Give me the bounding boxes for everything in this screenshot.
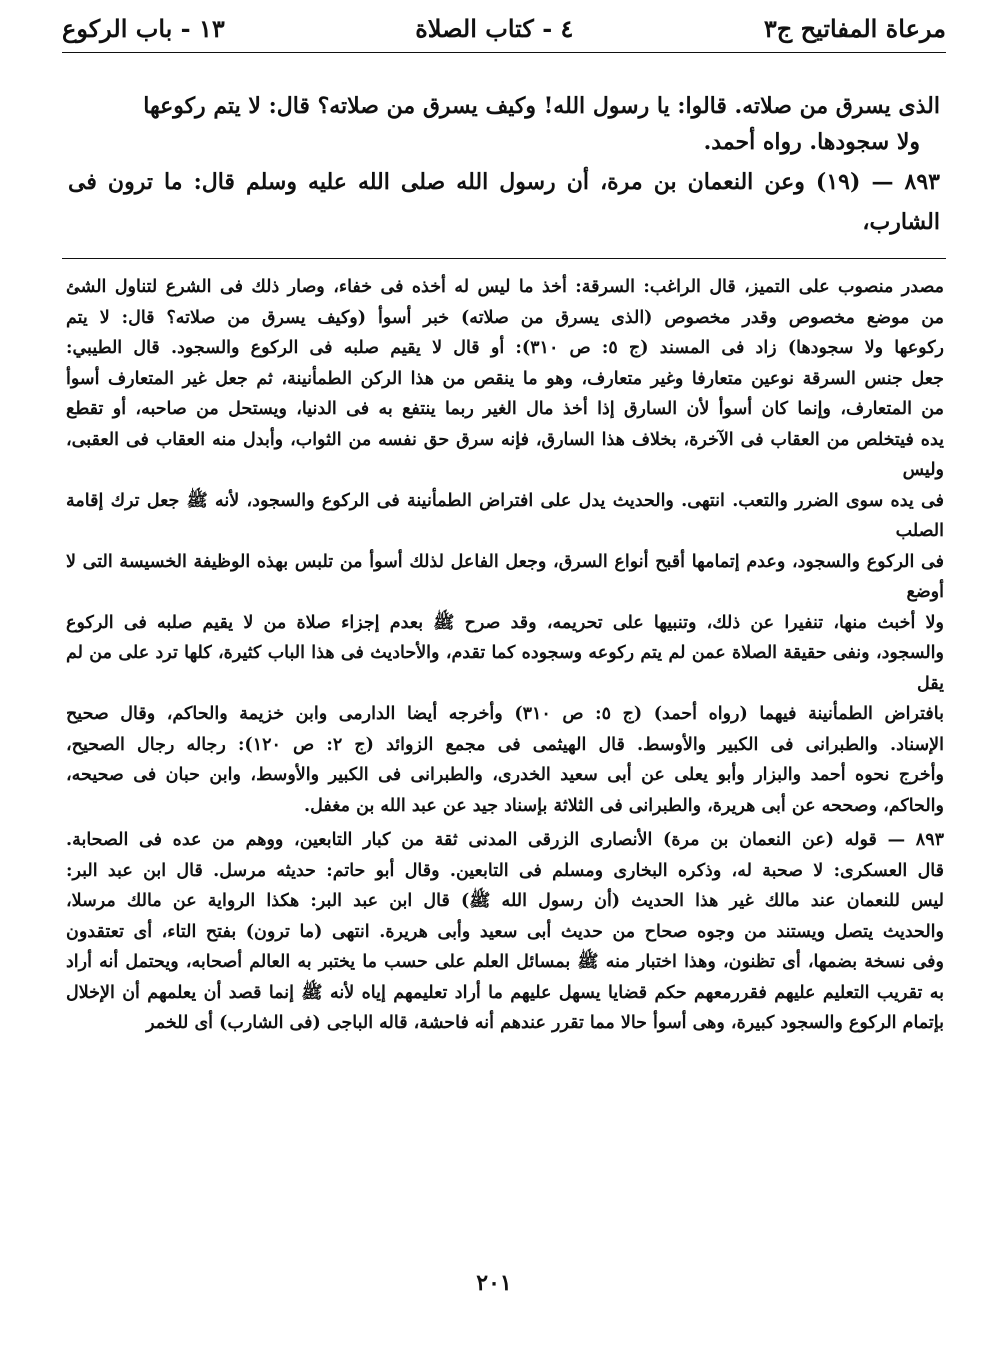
commentary-text	[66, 272, 944, 1039]
hadith-text	[68, 88, 940, 235]
commentary-line: جعل جنس السرقة نوعين متعارفا وغير متعارف، وهو ما ينقص من هذا الركن الطمأنينة، ثم جعل غير المتعارف أسوأ	[66, 368, 944, 389]
commentary-line: مصدر منصوب على التميز، قال الراغب: السرقة: أخذ ما ليس له أخذه فى خفاء، وصار ذلك فى الشرع لتناول الشئ	[66, 277, 944, 297]
hadith-line: الذى يسرق من صلاته. قالوا: يا رسول الله! وكيف يسرق من صلاته؟ قال: لا يتم ركوعها	[143, 93, 940, 119]
commentary-line: بافتراض الطمأنينة فيهما (رواه أحمد) (ج ٥: ص ٣١٠) وأخرجه أيضا الدارمى وابن خزيمة والحاكم، وقال صحيح	[66, 704, 945, 724]
page-number: ٢٠١	[476, 1270, 512, 1296]
commentary-line: من موضع مخصوص وقدر مخصوص (الذى يسرق من صلاته) خبر أسوأ (وكيف يسرق من صلاته؟ قال: لا يتم	[66, 307, 944, 328]
commentary-line: والحديث يتصل ويستند من وجوه صحاح من حديث أبى سعيد وأبى هريرة. انتهى (ما ترون) بفتح التاء، أى تعتقدون	[66, 921, 944, 942]
commentary-line: من المتعارف، وإنما كان أسوأ لأن السارق إذا أخذ مال الغير ربما ينتفع به فى الدنيا، ويستحل من صاحبه، أو تقطع	[66, 399, 944, 419]
commentary-line: قال العسكرى: لا صحبة له، وذكره البخارى ومسلم فى التابعين. وقال أبو حاتم: حديثه مرسل. قال ابن عبد البر:	[66, 860, 944, 881]
commentary-line: ولا أخبث منها، تنفيرا عن ذلك، وتنبيها على تحريمه، وقد صرح ﷺ بعدم إجزاء صلاة من لا يقيم صلبه فى الركوع	[66, 612, 944, 633]
header-rule	[62, 52, 946, 53]
commentary-line: الإسناد. والطبرانى فى الكبير والأوسط. قال الهيثمى فى مجمع الزوائد (ج ٢: ص ١٢٠): رجاله رجال الصحيح،	[66, 734, 944, 755]
commentary-line: والسجود، ونفى حقيقة الصلاة عمن لم يتم ركوعه وسجوده كما تقدم، والأحاديث فى هذا الباب كثيرة، كلها ترد على من لم يقل	[66, 643, 944, 694]
running-header	[62, 8, 946, 48]
commentary-line: وفى نسخة بضمها، أى تظنون، وهذا اختبار منه ﷺ بمسائل العلم على حسب ما يختبر به العالم أصحابه، ويحتمل أنه أراد	[66, 952, 944, 972]
commentary-line: ركوعها ولا سجودها) زاد فى المسند (ج ٥: ص ٣١٠): أو قال لا يقيم صلبه فى الركوع والسجود. قال الطيبي:	[66, 338, 944, 358]
header-kitab-title: ٤ - كتاب الصلاة	[415, 13, 574, 43]
commentary-line: يده فيتخلص من العقاب فى الآخرة، بخلاف هذا السارق، فإنه سرق حق نفسه من الثواب، وأبدل منه العقاب فى العقبى، وليس	[66, 429, 944, 480]
commentary-line: والحاكم، وصححه عن أبى هريرة، والطبرانى فى الثلاثة بإسناد جيد عن عبد الله بن مغفل.	[304, 795, 944, 816]
commentary-line: وأخرج نحوه أحمد والبزار وأبو يعلى عن أبى سعيد الخدرى، والطبرانى فى الكبير والأوسط، وابن حبان فى صحيحه،	[66, 765, 944, 785]
header-bab-title: ١٣ - باب الركوع	[62, 13, 225, 43]
hadith-line: ٨٩٣ — (١٩) وعن النعمان بن مرة، أن رسول الله صلى الله عليه وسلم قال: ما ترون فى الشارب،	[68, 169, 940, 235]
commentary-line: فى الركوع والسجود، وعدم إتمامها أقبح أنواع السرق، وجعل الفاعل لذلك أسوأ من تلبس بهذه الوظيفة الخسيسة التى لا أوضع	[66, 551, 944, 602]
commentary-divider	[62, 258, 946, 259]
hadith-line: ولا سجودها. رواه أحمد.	[703, 129, 920, 155]
header-book-title: مرعاة المفاتيح ج٣	[763, 13, 946, 43]
commentary-line: به تقريب التعليم عليهم فقررمعهم حكم قضايا يسهل عليهم ما أراد تعليمهم إياه لأنه ﷺ إنما قصد أن يعلمهم أن الإخلال	[66, 982, 944, 1003]
commentary-line: بإتمام الركوع والسجود كبيرة، وهى أسوأ حالا مما تقرر عندهم أنه فاحشة، قاله الباجى (فى الشارب) أى للخمر	[146, 1013, 944, 1033]
commentary-line: ٨٩٣ — قوله (عن النعمان بن مرة) الأنصارى الزرقى المدنى ثقة من كبار التابعين، ووهم من عده فى الصحابة.	[66, 830, 944, 850]
commentary-line: فى يده سوى الضرر والتعب. انتهى. والحديث يدل على افتراض الطمأنينة فى الركوع والسجود، لأنه ﷺ جعل ترك إقامة الصلب	[66, 490, 944, 541]
commentary-line: ليس للنعمان عند مالك غير هذا الحديث (أن رسول الله ﷺ) قال ابن عبد البر: هكذا الرواية عن مالك مرسلا،	[66, 891, 944, 911]
